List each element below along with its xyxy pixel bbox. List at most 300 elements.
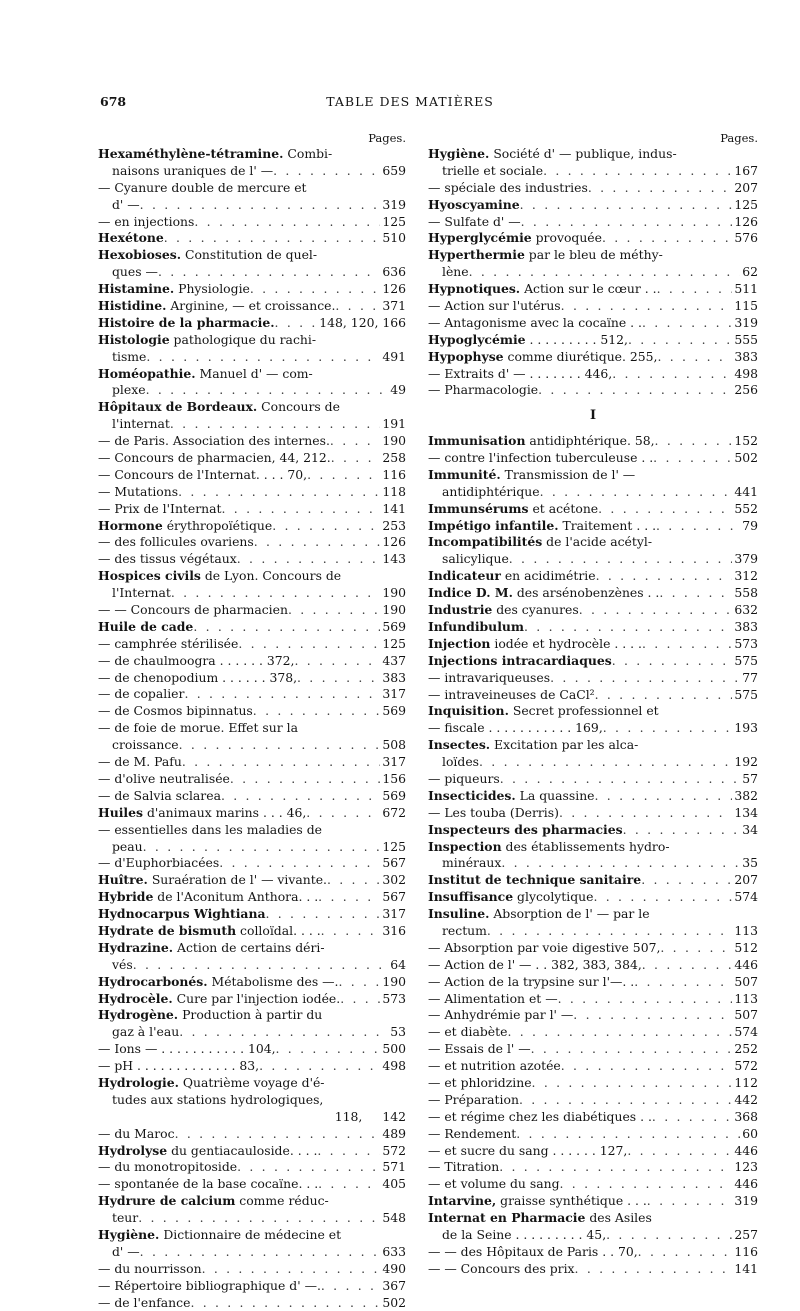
dot-leader bbox=[595, 687, 733, 704]
entry-text bbox=[98, 839, 143, 856]
index-entry bbox=[98, 214, 406, 231]
dot-leader bbox=[642, 315, 732, 332]
index-entry bbox=[98, 1041, 406, 1058]
dot-leader bbox=[550, 670, 740, 687]
entry-term: Hydrazine. bbox=[98, 939, 174, 955]
dot-leader bbox=[628, 332, 732, 349]
page-reference: 143 bbox=[382, 551, 406, 567]
index-entry bbox=[428, 822, 758, 839]
entry-description: Suraération de l' — vivante. bbox=[147, 872, 327, 888]
entry-description: l'internat bbox=[112, 416, 170, 432]
entry-description: — Cyanure double de mercure et bbox=[98, 179, 307, 195]
entry-description: Dictionnaire de médecine et bbox=[159, 1227, 342, 1242]
entry-text bbox=[428, 1007, 573, 1024]
entry-term: Hydrolyse bbox=[98, 1142, 168, 1158]
page-reference: 62 bbox=[742, 264, 758, 280]
index-entry bbox=[428, 1193, 758, 1210]
dot-leader bbox=[193, 619, 380, 636]
entry-description: lène bbox=[442, 264, 469, 280]
entry-text bbox=[98, 872, 327, 889]
entry-description: des arsénobenzènes . . bbox=[512, 585, 660, 601]
index-entry bbox=[428, 484, 758, 501]
page-reference: 567 bbox=[382, 889, 406, 905]
entry-description: — et phloridzine bbox=[428, 1075, 532, 1090]
index-entry bbox=[428, 382, 758, 399]
entry-text bbox=[428, 906, 650, 923]
entry-text bbox=[98, 1159, 237, 1176]
entry-text bbox=[428, 1109, 652, 1126]
entry-description: — Pharmacologie bbox=[428, 382, 539, 398]
dot-leader bbox=[479, 754, 732, 771]
page-reference: 123 bbox=[734, 1159, 758, 1175]
dot-leader bbox=[164, 230, 381, 247]
entry-term: Immunisation bbox=[428, 433, 526, 449]
page-reference: 112 bbox=[734, 1075, 758, 1090]
page-reference: 441 bbox=[734, 483, 758, 499]
dot-leader bbox=[652, 1109, 732, 1126]
page-reference: 574 bbox=[734, 889, 758, 905]
dot-leader bbox=[500, 771, 740, 788]
dot-leader bbox=[659, 585, 732, 602]
dot-leader bbox=[237, 1159, 380, 1176]
index-entry bbox=[428, 568, 758, 585]
entry-term: Hyoscyamine bbox=[428, 196, 520, 212]
entry-description: — en injections bbox=[98, 213, 195, 229]
page-reference: 317 bbox=[382, 906, 406, 922]
dot-leader bbox=[499, 1159, 732, 1176]
entry-term: Insectes. bbox=[428, 737, 491, 753]
entry-description: tisme bbox=[112, 348, 147, 364]
page-reference: 126 bbox=[382, 281, 406, 297]
entry-text bbox=[98, 991, 340, 1008]
entry-text bbox=[428, 1126, 516, 1143]
index-entry bbox=[428, 1126, 758, 1143]
page-reference: 192 bbox=[734, 754, 758, 770]
entry-text bbox=[428, 872, 641, 889]
entry-description: — des follicules ovariens bbox=[98, 534, 254, 550]
dot-leader bbox=[275, 315, 318, 332]
page-reference: 498 bbox=[734, 365, 758, 381]
index-entry bbox=[428, 839, 758, 856]
page-reference: 446 bbox=[734, 1142, 758, 1158]
entry-description: — Extraits d' — . . . . . . . 446, bbox=[428, 365, 613, 381]
entry-text bbox=[98, 1143, 317, 1160]
dot-leader bbox=[579, 602, 733, 619]
index-entry bbox=[428, 1007, 758, 1024]
page-reference: 125 bbox=[734, 196, 758, 212]
page-reference: 116 bbox=[382, 466, 406, 482]
entry-term: Hexétone bbox=[98, 230, 164, 246]
entry-description: gaz à l'eau bbox=[112, 1024, 180, 1040]
entry-text bbox=[98, 1126, 175, 1143]
page-reference: 64 bbox=[390, 956, 406, 972]
entry-description: et acétone bbox=[528, 500, 599, 516]
page-reference: 548 bbox=[382, 1210, 406, 1226]
dot-leader bbox=[543, 163, 732, 180]
page-reference: 569 bbox=[382, 703, 406, 719]
entry-term: Immunsérums bbox=[428, 500, 529, 516]
dot-leader bbox=[596, 568, 733, 585]
entry-text bbox=[98, 450, 331, 467]
page-reference: 207 bbox=[734, 179, 758, 195]
index-entry bbox=[98, 585, 406, 602]
entry-description: d'animaux marins . . . 46, bbox=[143, 804, 307, 820]
index-entry bbox=[98, 1210, 406, 1227]
page-reference: 510 bbox=[382, 230, 406, 246]
page-reference: 511 bbox=[734, 281, 758, 297]
entry-term: Impétigo infantile. bbox=[428, 517, 559, 533]
entry-term: Hyperglycémie bbox=[428, 230, 532, 246]
entry-text bbox=[428, 1227, 606, 1244]
entry-description: de Lyon. Concours de bbox=[200, 568, 342, 584]
entry-description: — Alimentation et — bbox=[428, 990, 558, 1006]
index-entry bbox=[98, 534, 406, 551]
page-reference: 34 bbox=[742, 821, 758, 837]
page-reference: 437 bbox=[382, 652, 406, 668]
entry-description: glycolytique bbox=[513, 889, 594, 905]
entry-description: d' — bbox=[112, 196, 140, 212]
index-entry bbox=[98, 1244, 406, 1261]
entry-text bbox=[428, 551, 509, 568]
entry-text bbox=[98, 1024, 179, 1041]
page-header bbox=[100, 94, 720, 116]
entry-term: Histologie bbox=[98, 331, 170, 347]
dot-leader bbox=[340, 991, 380, 1008]
page-reference: 156 bbox=[382, 770, 406, 786]
index-entry bbox=[428, 501, 758, 518]
page-reference: 113 bbox=[734, 990, 758, 1006]
entry-text bbox=[428, 788, 595, 805]
index-entry bbox=[98, 1295, 406, 1311]
dot-leader bbox=[250, 281, 380, 298]
entry-description: loïdes bbox=[442, 754, 480, 770]
entry-term: Inspecteurs des pharmacies bbox=[428, 821, 623, 837]
entry-description: — Action sur l'utérus bbox=[428, 298, 561, 313]
entry-description: — intraveineuses de CaCl² bbox=[428, 686, 595, 702]
page-reference: 148, 120, 166 bbox=[319, 314, 406, 330]
entry-text bbox=[428, 822, 623, 839]
index-entry bbox=[428, 180, 758, 197]
entry-text bbox=[428, 1210, 652, 1227]
entry-description: — du nourrisson bbox=[98, 1260, 202, 1276]
page-reference: 672 bbox=[382, 804, 406, 820]
entry-text bbox=[428, 1092, 519, 1109]
page-reference: 507 bbox=[734, 1007, 758, 1023]
entry-description: — de Salvia sclarea bbox=[98, 787, 221, 803]
entry-term: Hydrure de calcium bbox=[98, 1193, 236, 1209]
entry-description: Manuel d' — com- bbox=[195, 365, 313, 381]
entry-description: d' — bbox=[112, 1243, 140, 1259]
entry-description: — et sucre du sang . . . . . . 127, bbox=[428, 1142, 628, 1158]
page-reference: 491 bbox=[382, 348, 406, 364]
index-entry bbox=[98, 197, 406, 214]
index-entry bbox=[98, 670, 406, 687]
index-entry bbox=[98, 1075, 406, 1092]
entry-description: Constitution de quel- bbox=[181, 247, 318, 263]
entry-description: Absorption de l' — par le bbox=[489, 906, 650, 922]
page-reference: 126 bbox=[382, 534, 406, 550]
entry-text bbox=[428, 585, 659, 602]
entry-term: Insecticides. bbox=[428, 787, 516, 803]
index-entry bbox=[98, 1092, 406, 1109]
page-reference: 35 bbox=[742, 855, 758, 871]
index-entry bbox=[428, 1244, 758, 1261]
index-entry bbox=[428, 1261, 758, 1278]
entry-text bbox=[98, 501, 222, 518]
dot-leader bbox=[178, 484, 380, 501]
index-entry bbox=[428, 636, 758, 653]
dot-leader bbox=[273, 163, 380, 180]
entry-description: — Action de l' — . . 382, 383, 384, bbox=[428, 956, 642, 972]
entry-text bbox=[428, 855, 501, 872]
dot-leader bbox=[487, 923, 732, 940]
entry-term: Injections intracardiaques bbox=[428, 652, 612, 668]
index-entry bbox=[98, 636, 406, 653]
entry-term: Inquisition. bbox=[428, 703, 509, 719]
index-entry bbox=[428, 855, 758, 872]
index-entry bbox=[98, 433, 406, 450]
entry-term: Histamine. bbox=[98, 281, 175, 297]
entry-description: — Préparation bbox=[428, 1091, 519, 1107]
index-entry bbox=[98, 382, 406, 399]
entry-text bbox=[98, 349, 146, 366]
index-entry bbox=[98, 450, 406, 467]
dot-leader bbox=[237, 551, 381, 568]
entry-text bbox=[428, 1024, 507, 1041]
dot-leader bbox=[288, 602, 380, 619]
page-reference: 572 bbox=[382, 1142, 406, 1158]
entry-description: naisons uraniques de l' — bbox=[112, 162, 274, 178]
index-entry bbox=[98, 839, 406, 856]
entry-description: Concours de bbox=[257, 399, 340, 415]
page-reference: 502 bbox=[734, 450, 758, 466]
page-reference: 382 bbox=[734, 787, 758, 803]
entry-text bbox=[428, 382, 538, 399]
entry-description: minéraux bbox=[442, 855, 502, 871]
entry-text bbox=[98, 551, 237, 568]
entry-text bbox=[98, 737, 179, 754]
entry-text bbox=[428, 518, 656, 535]
entry-text bbox=[428, 332, 628, 349]
entry-description: par le bleu de méthy- bbox=[524, 247, 663, 263]
index-entry bbox=[428, 146, 758, 163]
dot-leader bbox=[330, 433, 380, 450]
entry-text bbox=[98, 163, 273, 180]
page-reference: 319 bbox=[382, 196, 406, 212]
index-entry bbox=[98, 1126, 406, 1143]
entry-description: — Titration bbox=[428, 1159, 500, 1175]
entry-text bbox=[98, 1092, 323, 1109]
dot-leader bbox=[146, 382, 389, 399]
page-reference: 77 bbox=[742, 669, 758, 685]
entry-text bbox=[428, 687, 595, 704]
entry-term: Hydrocarbonés. bbox=[98, 973, 208, 989]
dot-leader bbox=[321, 923, 381, 940]
page-reference: 502 bbox=[382, 1294, 406, 1310]
entry-term: Huiles bbox=[98, 804, 143, 820]
page-reference: 405 bbox=[382, 1176, 406, 1192]
dot-leader bbox=[606, 1227, 732, 1244]
entry-description: — d'olive neutralisée bbox=[98, 770, 230, 786]
dot-leader bbox=[501, 855, 740, 872]
index-entry bbox=[98, 754, 406, 771]
index-entry bbox=[428, 585, 758, 602]
entry-text bbox=[98, 146, 332, 163]
entry-term: Immunité. bbox=[428, 466, 501, 482]
entry-text bbox=[428, 366, 612, 383]
page-reference: 252 bbox=[734, 1041, 758, 1057]
page-reference: 558 bbox=[734, 585, 758, 601]
entry-text bbox=[428, 703, 659, 720]
page-reference: 659 bbox=[382, 162, 406, 178]
index-entry bbox=[428, 703, 758, 720]
page-reference: 207 bbox=[734, 872, 758, 888]
entry-text bbox=[428, 146, 677, 163]
entry-description: comme réduc- bbox=[235, 1193, 329, 1209]
entry-text bbox=[98, 805, 306, 822]
dot-leader bbox=[560, 1176, 733, 1193]
entry-text bbox=[428, 602, 579, 619]
entry-description: comme diurétique. 255, bbox=[503, 348, 658, 364]
entry-text bbox=[428, 805, 559, 822]
page-reference: 379 bbox=[734, 551, 758, 567]
index-entry bbox=[428, 1058, 758, 1075]
entry-text bbox=[428, 923, 487, 940]
page-reference: 446 bbox=[734, 956, 758, 972]
entry-description: trielle et sociale bbox=[442, 162, 544, 178]
index-entry bbox=[98, 619, 406, 636]
index-entry bbox=[98, 940, 406, 957]
dot-leader bbox=[561, 1058, 733, 1075]
index-entry bbox=[98, 822, 406, 839]
entry-description: — et régime chez les diabétiques . . bbox=[428, 1108, 652, 1124]
page-reference: 490 bbox=[382, 1260, 406, 1276]
entry-description: de la Seine . . . . . . . . . 45, bbox=[442, 1227, 607, 1242]
page-reference: 383 bbox=[382, 669, 406, 685]
entry-description: — Essais de l' — bbox=[428, 1041, 531, 1057]
index-entry bbox=[428, 467, 758, 484]
dot-leader bbox=[559, 805, 732, 822]
entry-term: Indicateur bbox=[428, 568, 501, 584]
entry-description: — camphrée stérilisée bbox=[98, 635, 239, 651]
dot-leader bbox=[272, 518, 380, 535]
entry-description: — essentielles dans les maladies de bbox=[98, 821, 322, 837]
index-entry bbox=[428, 281, 758, 298]
dot-leader bbox=[143, 839, 381, 856]
entry-description: — Les touba (Derris) bbox=[428, 804, 559, 820]
dot-leader bbox=[318, 889, 380, 906]
dot-leader bbox=[138, 1210, 380, 1227]
index-entry bbox=[98, 551, 406, 568]
dot-leader bbox=[190, 1295, 380, 1311]
section-letter: I bbox=[589, 408, 597, 424]
entry-description: — pH . . . . . . . . . . . . . 83, bbox=[98, 1058, 260, 1074]
entry-text bbox=[98, 855, 219, 872]
entry-text bbox=[428, 1176, 560, 1193]
dot-leader bbox=[140, 1244, 381, 1261]
index-entry bbox=[98, 1176, 406, 1193]
entry-description: provoquée bbox=[531, 230, 602, 246]
entry-text bbox=[98, 822, 322, 839]
index-entry bbox=[98, 484, 406, 501]
entry-text bbox=[428, 940, 660, 957]
dot-leader bbox=[634, 974, 732, 991]
dot-leader bbox=[179, 737, 381, 754]
index-column-right bbox=[428, 130, 758, 1278]
entry-term: Hygiène. bbox=[98, 1227, 160, 1242]
index-entry bbox=[98, 771, 406, 788]
index-entry bbox=[98, 1193, 406, 1210]
index-entry bbox=[428, 889, 758, 906]
index-entry bbox=[98, 1227, 406, 1244]
dot-leader bbox=[656, 518, 740, 535]
entry-description: — Rendement bbox=[428, 1125, 517, 1141]
index-entry bbox=[98, 146, 406, 163]
page-reference: 53 bbox=[390, 1024, 406, 1040]
entry-text bbox=[98, 230, 164, 247]
index-entry bbox=[428, 349, 758, 366]
page-reference: 572 bbox=[734, 1058, 758, 1074]
entry-text bbox=[98, 940, 325, 957]
dot-leader bbox=[573, 1007, 732, 1024]
entry-description: iodée et hydrocèle . . . . bbox=[490, 635, 642, 651]
dot-leader bbox=[294, 653, 380, 670]
dot-leader bbox=[540, 484, 733, 501]
entry-text bbox=[428, 737, 638, 754]
entry-term: Huile de cade bbox=[98, 618, 194, 634]
dot-leader bbox=[265, 906, 380, 923]
index-entry bbox=[98, 974, 406, 991]
index-entry bbox=[98, 653, 406, 670]
page-reference: 368 bbox=[734, 1108, 758, 1124]
dot-leader bbox=[521, 214, 733, 231]
entry-text bbox=[98, 1278, 321, 1295]
entry-text bbox=[98, 433, 330, 450]
index-entry bbox=[98, 1024, 406, 1041]
entry-term: Hydrocèle. bbox=[98, 990, 173, 1006]
dot-leader bbox=[507, 1024, 732, 1041]
index-entry bbox=[428, 1227, 758, 1244]
page-reference: 258 bbox=[382, 450, 406, 466]
entry-text bbox=[428, 839, 670, 856]
page-reference: 573 bbox=[734, 635, 758, 651]
entry-text bbox=[98, 687, 184, 704]
page-reference: 571 bbox=[382, 1159, 406, 1175]
dot-leader bbox=[194, 214, 380, 231]
entry-description: Combi- bbox=[283, 146, 333, 161]
dot-leader bbox=[321, 1278, 380, 1295]
entry-description: — Ions — . . . . . . . . . . . 104, bbox=[98, 1041, 276, 1057]
entry-description: — de l'enfance bbox=[98, 1294, 191, 1310]
entry-text bbox=[98, 467, 307, 484]
index-entry bbox=[98, 399, 406, 416]
dot-leader bbox=[612, 653, 733, 670]
index-entry bbox=[98, 923, 406, 940]
index-entry bbox=[428, 1041, 758, 1058]
dot-leader bbox=[254, 534, 381, 551]
entry-text bbox=[428, 1244, 638, 1261]
index-entry bbox=[98, 1278, 406, 1295]
entry-text bbox=[98, 720, 298, 737]
entry-text bbox=[428, 298, 561, 315]
entry-text bbox=[428, 1261, 575, 1278]
entry-description: — des tissus végétaux bbox=[98, 551, 237, 567]
dot-leader bbox=[612, 366, 732, 383]
entry-description: l'Internat bbox=[112, 585, 171, 601]
entry-text bbox=[428, 163, 543, 180]
entry-text bbox=[428, 197, 520, 214]
page-reference: 383 bbox=[734, 618, 758, 634]
